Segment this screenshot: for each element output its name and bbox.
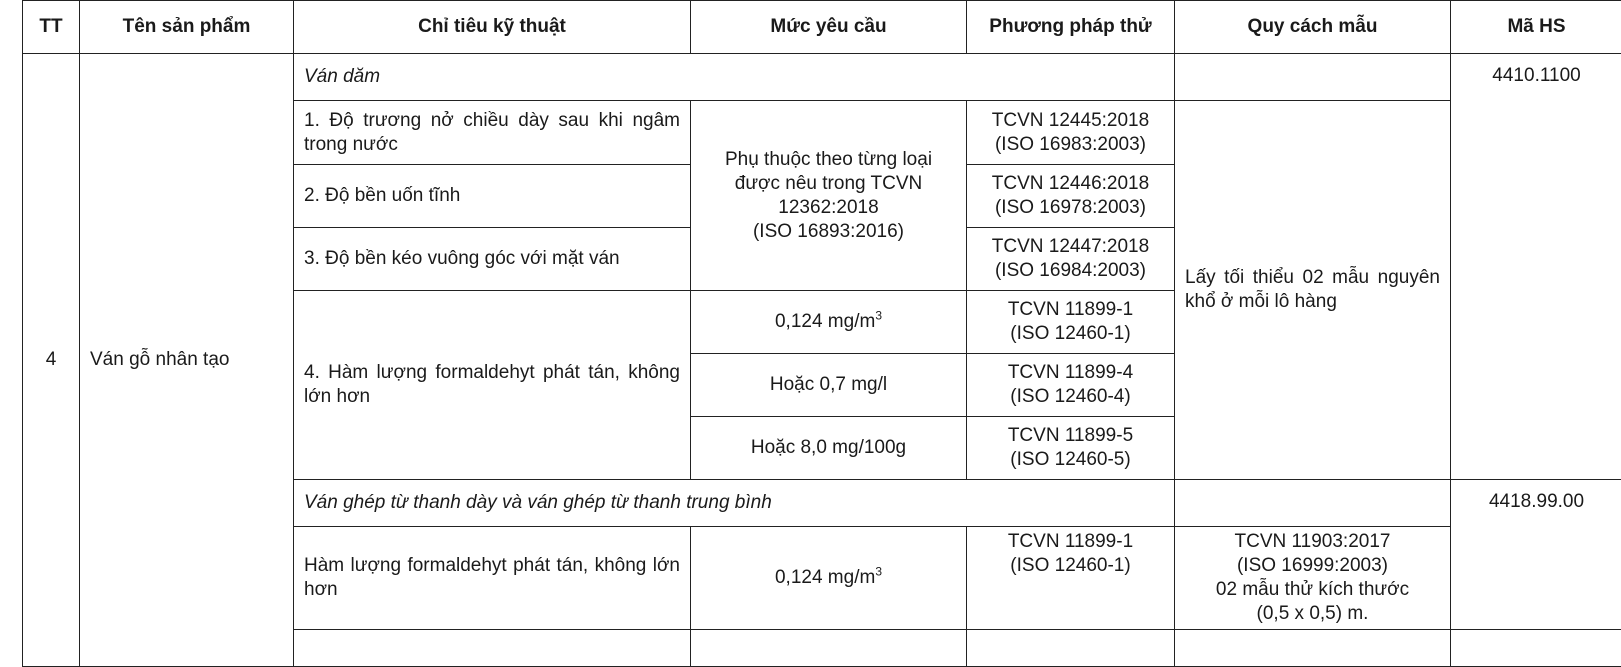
requirement-unit-exponent: 3 — [875, 565, 882, 579]
requirement-cell — [691, 291, 967, 354]
table-row — [23, 54, 1621, 101]
method-cell: TCVN 12446:2018 (ISO 16978:2003) — [967, 165, 1175, 228]
requirement-unit-exponent: 3 — [875, 309, 882, 323]
empty-cell — [1451, 630, 1621, 667]
criteria-cell: 4. Hàm lượng formaldehyt phát tán, không lớn hơn — [294, 291, 691, 480]
method-cell: TCVN 12445:2018 (ISO 16983:2003) — [967, 101, 1175, 165]
empty-cell — [294, 630, 691, 667]
document-page — [22, 0, 1621, 667]
criteria-cell: 3. Độ bền kéo vuông góc với mặt ván — [294, 228, 691, 291]
method-cell: TCVN 11899-1 (ISO 12460-1) — [967, 291, 1175, 354]
sample-cell: Lấy tối thiểu 02 mẫu nguyên khổ ở mỗi lô hàng — [1175, 101, 1451, 480]
hs-code: 4418.99.00 — [1451, 480, 1621, 630]
hs-code: 4410.1100 — [1451, 54, 1621, 480]
row-number: 4 — [23, 54, 80, 667]
method-cell: TCVN 11899-5 (ISO 12460-5) — [967, 417, 1175, 480]
header-row — [23, 1, 1621, 54]
header-method: Phương pháp thử — [967, 1, 1175, 54]
requirement-cell — [691, 417, 967, 480]
requirement-cell — [691, 354, 967, 417]
requirement-value: Hoặc 8,0 mg/100g — [751, 437, 906, 458]
header-hs: Mã HS — [1451, 1, 1621, 54]
requirement-value: Hoặc 0,7 mg/l — [770, 374, 887, 395]
header-tt: TT — [23, 1, 80, 54]
criteria-cell: 1. Độ trương nở chiều dày sau khi ngâm trong nước — [294, 101, 691, 165]
header-requirement: Mức yêu cầu — [691, 1, 967, 54]
requirement-value: 0,124 mg/m — [775, 311, 875, 332]
criteria-cell: 2. Độ bền uốn tĩnh — [294, 165, 691, 228]
empty-cell — [1175, 54, 1451, 101]
empty-cell — [1175, 630, 1451, 667]
spec-table — [22, 0, 1621, 667]
method-cell: TCVN 11899-1 (ISO 12460-1) — [967, 527, 1175, 630]
header-sample: Quy cách mẫu — [1175, 1, 1451, 54]
requirement-cell: Phụ thuộc theo từng loại được nêu trong TCVN 12362:2018 (ISO 16893:2016) — [691, 101, 967, 291]
method-cell: TCVN 12447:2018 (ISO 16984:2003) — [967, 228, 1175, 291]
requirement-cell — [691, 527, 967, 630]
group-title: Ván ghép từ thanh dày và ván ghép từ thanh trung bình — [294, 480, 1175, 527]
header-criteria: Chỉ tiêu kỹ thuật — [294, 1, 691, 54]
product-name: Ván gỗ nhân tạo — [80, 54, 294, 667]
requirement-value: 0,124 mg/m — [775, 567, 875, 588]
empty-cell — [691, 630, 967, 667]
empty-cell — [967, 630, 1175, 667]
empty-cell — [1175, 480, 1451, 527]
header-product: Tên sản phẩm — [80, 1, 294, 54]
criteria-cell: Hàm lượng formaldehyt phát tán, không lớn hơn — [294, 527, 691, 630]
method-cell: TCVN 11899-4 (ISO 12460-4) — [967, 354, 1175, 417]
sample-cell: TCVN 11903:2017 (ISO 16999:2003) 02 mẫu thử kích thước (0,5 x 0,5) m. — [1175, 527, 1451, 630]
group-title: Ván dăm — [294, 54, 1175, 101]
